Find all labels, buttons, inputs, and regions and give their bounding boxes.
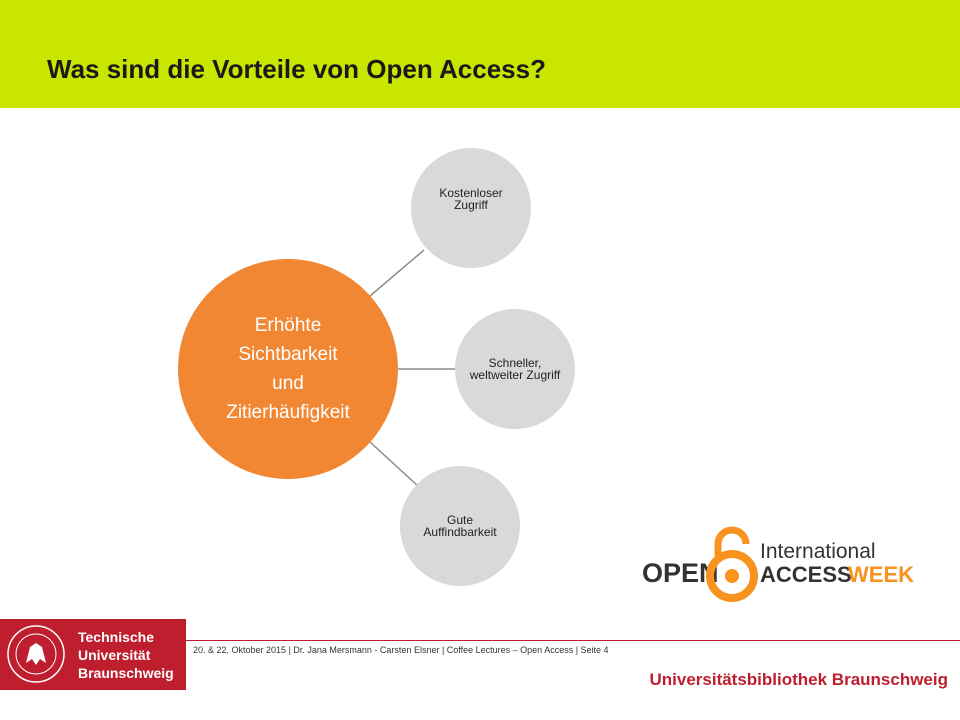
tu-line: Technische [78,629,154,645]
open-lock-icon [710,530,754,598]
logo-access-text: ACCESS [760,562,852,587]
slide-title: Was sind die Vorteile von Open Access? [47,54,546,84]
center-circle [178,259,398,479]
benefit-label: Schneller, weltweiter Zugriff [469,356,561,382]
benefit-node [411,148,531,268]
connector-line [370,250,424,296]
tu-line: Braunschweig [78,665,174,681]
center-line: Erhöhte [254,315,322,336]
center-line: und [272,373,304,394]
benefit-node [455,309,575,429]
connector-line [370,442,418,486]
center-line: Sichtbarkeit [238,344,338,365]
logo-international-text: International [760,540,876,563]
footer-divider [186,640,960,641]
benefit-label: Gute Auffindbarkeit [423,513,497,539]
tu-name [78,628,174,682]
benefit-node [400,466,520,586]
benefit-label: Kostenloser Zugriff [439,186,503,212]
center-line: Zitierhäufigkeit [226,402,350,423]
open-access-week-logo [642,526,914,604]
library-name: Universitätsbibliothek Braunschweig [649,670,948,689]
tu-seal-icon [0,619,70,690]
footer-meta: 20. & 22. Oktober 2015 | Dr. Jana Mersmann - Carsten Elsner | Coffee Lectures – Open Access | Seite 4 [193,645,609,655]
logo-week-text: WEEK [848,562,914,587]
tu-line: Universität [78,647,151,663]
logo-open-text: OPEN [642,558,719,588]
